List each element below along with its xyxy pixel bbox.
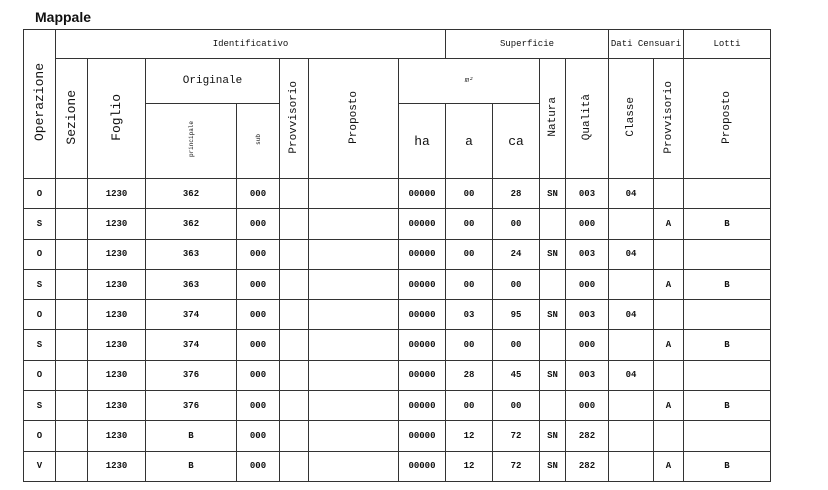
cell-qualita: 282 (566, 451, 609, 481)
cell-l-prop (684, 421, 771, 451)
header-natura: Natura (540, 59, 566, 179)
cell-foglio: 1230 (88, 451, 146, 481)
cell-sub: 000 (237, 269, 280, 299)
cell-ha: 00000 (399, 179, 446, 209)
cell-principale: 363 (146, 239, 237, 269)
cell-op: S (24, 391, 56, 421)
cell-sez (56, 391, 88, 421)
cell-ca: 95 (493, 300, 540, 330)
header-qualita: Qualità (566, 59, 609, 179)
cell-sez (56, 239, 88, 269)
cell-natura (540, 330, 566, 360)
cell-l-provv: A (654, 451, 684, 481)
header-dati-censuari: Dati Censuari (609, 30, 684, 59)
cell-ca: 00 (493, 391, 540, 421)
cell-classe (609, 451, 654, 481)
cell-provv (280, 179, 309, 209)
cell-a: 00 (446, 391, 493, 421)
cell-foglio: 1230 (88, 360, 146, 390)
cell-principale: 376 (146, 360, 237, 390)
header-principale: principale (146, 104, 237, 179)
cell-l-provv (654, 239, 684, 269)
cell-a: 12 (446, 451, 493, 481)
cell-classe (609, 391, 654, 421)
cell-ca: 00 (493, 209, 540, 239)
cell-natura: SN (540, 179, 566, 209)
cell-prop (309, 209, 399, 239)
cell-principale: 362 (146, 179, 237, 209)
header-foglio: Foglio (88, 59, 146, 179)
cell-provv (280, 360, 309, 390)
cell-qualita: 000 (566, 330, 609, 360)
mappale-table (23, 29, 771, 482)
header-proposto: Proposto (309, 59, 399, 179)
header-operazione: Operazione (24, 30, 56, 179)
cell-a: 00 (446, 330, 493, 360)
cell-a: 28 (446, 360, 493, 390)
cell-ca: 28 (493, 179, 540, 209)
cell-provv (280, 300, 309, 330)
cell-natura: SN (540, 239, 566, 269)
cell-op: S (24, 269, 56, 299)
cell-ha: 00000 (399, 209, 446, 239)
header-lotti-provvisorio: Provvisorio (654, 59, 684, 179)
cell-prop (309, 239, 399, 269)
header-lotti: Lotti (684, 30, 771, 59)
cell-sez (56, 360, 88, 390)
cell-ha: 00000 (399, 239, 446, 269)
cell-l-prop: B (684, 391, 771, 421)
cell-l-prop: B (684, 209, 771, 239)
cell-ha: 00000 (399, 269, 446, 299)
cell-qualita: 000 (566, 209, 609, 239)
cell-ca: 00 (493, 269, 540, 299)
header-ha: ha (399, 104, 446, 179)
cell-op: O (24, 360, 56, 390)
cell-prop (309, 300, 399, 330)
cell-classe (609, 209, 654, 239)
cell-ca: 45 (493, 360, 540, 390)
cell-sub: 000 (237, 451, 280, 481)
table-row (24, 391, 771, 421)
table-row (24, 421, 771, 451)
table-row (24, 269, 771, 299)
cell-prop (309, 269, 399, 299)
cell-foglio: 1230 (88, 209, 146, 239)
header-ca: ca (493, 104, 540, 179)
cell-provv (280, 209, 309, 239)
cell-qualita: 003 (566, 300, 609, 330)
cell-l-provv (654, 360, 684, 390)
cell-natura (540, 269, 566, 299)
header-identificativo: Identificativo (56, 30, 446, 59)
cell-provv (280, 451, 309, 481)
table-row (24, 209, 771, 239)
cell-natura: SN (540, 360, 566, 390)
cell-op: S (24, 209, 56, 239)
cell-qualita: 003 (566, 239, 609, 269)
table-body (24, 179, 771, 482)
cell-op: S (24, 330, 56, 360)
header-classe: Classe (609, 59, 654, 179)
cell-l-prop (684, 300, 771, 330)
cell-qualita: 000 (566, 391, 609, 421)
header-sezione: Sezione (56, 59, 88, 179)
cell-sub: 000 (237, 209, 280, 239)
cell-a: 12 (446, 421, 493, 451)
cell-principale: B (146, 451, 237, 481)
cell-natura (540, 209, 566, 239)
cell-sub: 000 (237, 421, 280, 451)
cell-l-provv (654, 300, 684, 330)
cell-l-provv (654, 421, 684, 451)
cell-sub: 000 (237, 360, 280, 390)
cell-sub: 000 (237, 179, 280, 209)
cell-l-provv: A (654, 330, 684, 360)
cell-foglio: 1230 (88, 391, 146, 421)
cell-natura: SN (540, 451, 566, 481)
cell-l-prop: B (684, 330, 771, 360)
cell-qualita: 003 (566, 179, 609, 209)
cell-ha: 00000 (399, 360, 446, 390)
cell-sub: 000 (237, 239, 280, 269)
header-originale: Originale (146, 59, 280, 104)
cell-prop (309, 360, 399, 390)
cell-sez (56, 209, 88, 239)
cell-a: 00 (446, 209, 493, 239)
cell-prop (309, 391, 399, 421)
header-sub: sub (237, 104, 280, 179)
cell-prop (309, 330, 399, 360)
cell-classe (609, 421, 654, 451)
cell-foglio: 1230 (88, 239, 146, 269)
cell-natura: SN (540, 421, 566, 451)
cell-ha: 00000 (399, 330, 446, 360)
table-row (24, 300, 771, 330)
cell-sub: 000 (237, 391, 280, 421)
cell-qualita: 000 (566, 269, 609, 299)
cell-a: 00 (446, 179, 493, 209)
cell-qualita: 282 (566, 421, 609, 451)
cell-prop (309, 451, 399, 481)
cell-sez (56, 179, 88, 209)
cell-sez (56, 300, 88, 330)
header-a: a (446, 104, 493, 179)
cell-l-provv: A (654, 269, 684, 299)
cell-foglio: 1230 (88, 421, 146, 451)
cell-ca: 24 (493, 239, 540, 269)
cell-prop (309, 179, 399, 209)
table-row (24, 330, 771, 360)
cell-natura: SN (540, 300, 566, 330)
cell-l-provv: A (654, 209, 684, 239)
table-row (24, 179, 771, 209)
cell-l-provv: A (654, 391, 684, 421)
cell-principale: B (146, 421, 237, 451)
cell-ha: 00000 (399, 421, 446, 451)
cell-prop (309, 421, 399, 451)
cell-ca: 72 (493, 421, 540, 451)
cell-sub: 000 (237, 330, 280, 360)
cell-l-prop: B (684, 451, 771, 481)
cell-foglio: 1230 (88, 179, 146, 209)
cell-op: V (24, 451, 56, 481)
cell-principale: 374 (146, 300, 237, 330)
cell-l-prop: B (684, 269, 771, 299)
table-row (24, 451, 771, 481)
cell-op: O (24, 239, 56, 269)
cell-a: 00 (446, 269, 493, 299)
cell-foglio: 1230 (88, 269, 146, 299)
cell-sez (56, 451, 88, 481)
cell-l-prop (684, 360, 771, 390)
cell-sez (56, 269, 88, 299)
cell-op: O (24, 421, 56, 451)
cell-classe: 04 (609, 239, 654, 269)
cell-sub: 000 (237, 300, 280, 330)
cell-l-prop (684, 239, 771, 269)
cell-sez (56, 330, 88, 360)
section-title: Mappale (35, 9, 92, 25)
cell-foglio: 1230 (88, 330, 146, 360)
cell-classe: 04 (609, 300, 654, 330)
cell-a: 00 (446, 239, 493, 269)
table-row (24, 360, 771, 390)
cell-classe: 04 (609, 360, 654, 390)
cell-principale: 363 (146, 269, 237, 299)
header-lotti-proposto: Proposto (684, 59, 771, 179)
cell-provv (280, 391, 309, 421)
cell-ha: 00000 (399, 451, 446, 481)
cell-provv (280, 421, 309, 451)
cell-provv (280, 239, 309, 269)
header-provvisorio: Provvisorio (280, 59, 309, 179)
cell-provv (280, 269, 309, 299)
cell-qualita: 003 (566, 360, 609, 390)
cell-a: 03 (446, 300, 493, 330)
cell-ca: 72 (493, 451, 540, 481)
cell-op: O (24, 179, 56, 209)
cell-ca: 00 (493, 330, 540, 360)
cell-l-provv (654, 179, 684, 209)
cell-principale: 374 (146, 330, 237, 360)
cell-provv (280, 330, 309, 360)
table-row (24, 239, 771, 269)
cell-natura (540, 391, 566, 421)
cell-classe: 04 (609, 179, 654, 209)
header-superficie: Superficie (446, 30, 609, 59)
cell-classe (609, 330, 654, 360)
cell-sez (56, 421, 88, 451)
cell-op: O (24, 300, 56, 330)
cell-ha: 00000 (399, 391, 446, 421)
cell-principale: 362 (146, 209, 237, 239)
cell-classe (609, 269, 654, 299)
cell-foglio: 1230 (88, 300, 146, 330)
cell-l-prop (684, 179, 771, 209)
cell-principale: 376 (146, 391, 237, 421)
header-m2: m² (399, 59, 540, 104)
cell-ha: 00000 (399, 300, 446, 330)
